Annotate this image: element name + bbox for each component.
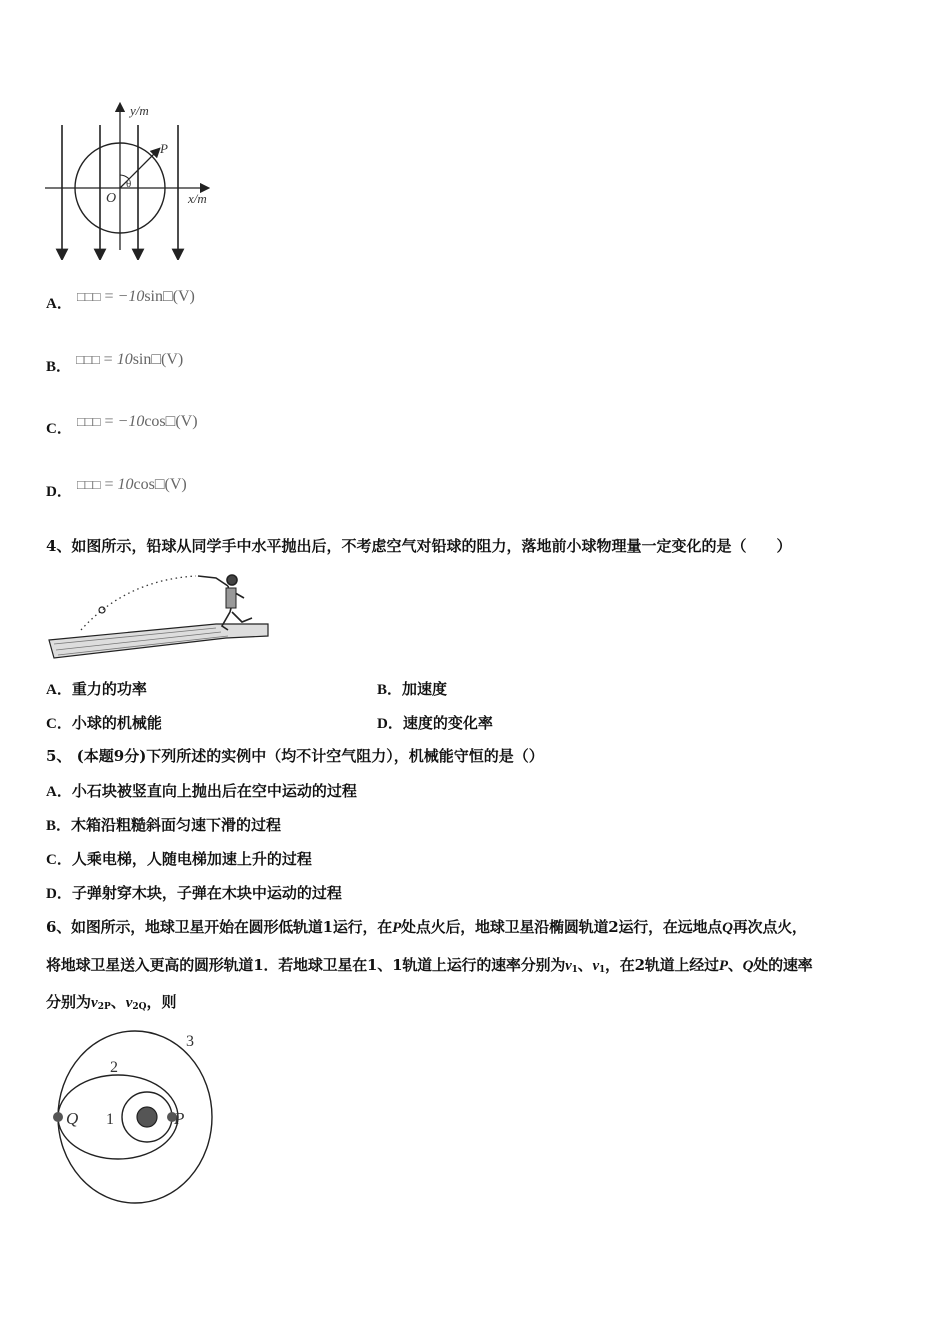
- q3-option-b: B． □□□ = 10sin□(V): [46, 351, 184, 375]
- figure-orbits: [46, 1028, 236, 1208]
- shot-ball: [99, 607, 105, 613]
- point-label: P: [160, 141, 168, 156]
- q6-line-3: 分别为$v_{2P}$、$v_{2Q}$，则: [46, 993, 177, 1012]
- q4-option-c: C．小球的机械能: [46, 714, 162, 732]
- point-q-dot: [53, 1112, 63, 1122]
- q5-stem: 5、 (本题9分)下列所述的实例中（均不计空气阻力），机械能守恒的是（）: [46, 747, 544, 765]
- q4-stem: 4、如图所示，铅球从同学手中水平抛出后，不考虑空气对铅球的阻力，落地前小球物理量一定变化的是（ ）: [46, 537, 792, 555]
- q3-option-d: D． □□□ = 10cos□(V): [46, 476, 187, 500]
- trajectory: [81, 576, 196, 630]
- thrower: [198, 575, 252, 630]
- orbit-1-label: 1: [106, 1111, 114, 1128]
- q5-option-b: B．木箱沿粗糙斜面匀速下滑的过程: [46, 816, 282, 834]
- q6-line-1: 6、如图所示，地球卫星开始在圆形低轨道1运行，在P处点火后，地球卫星沿椭圆轨道2运行，在远地点Q再次点火，: [46, 918, 807, 936]
- figure-field-circle: [40, 95, 220, 260]
- q-label: Q: [66, 1109, 79, 1128]
- y-axis-label: y/m: [130, 103, 149, 118]
- q5-option-c: C．人乘电梯，人随电梯加速上升的过程: [46, 850, 312, 868]
- orbit-3: [58, 1031, 212, 1203]
- q5-option-a: A．小石块被竖直向上抛出后在空中运动的过程: [46, 782, 357, 800]
- q3-option-a: A． □□□ = −10sin□(V): [46, 288, 195, 312]
- q5-option-d: D．子弹射穿木块，子弹在木块中运动的过程: [46, 884, 342, 902]
- orbit-3-label: 3: [186, 1033, 194, 1050]
- figure-shot-put: [46, 568, 271, 663]
- orbit-2-label: 2: [110, 1059, 118, 1076]
- earth: [137, 1107, 157, 1127]
- origin-label: O: [106, 191, 117, 206]
- q4-option-b: B．加速度: [377, 680, 448, 698]
- q6-line-2: 将地球卫星送入更高的圆形轨道1．若地球卫星在1、1轨道上运行的速率分别为$v_1$、$v_1$，在2轨道上经过P、Q处的速率: [46, 956, 813, 975]
- q4-option-a: A．重力的功率: [46, 680, 147, 698]
- angle-label: θ: [126, 178, 132, 190]
- x-axis-label: x/m: [188, 191, 207, 206]
- p-label: P: [174, 1109, 185, 1128]
- q4-option-d: D．速度的变化率: [377, 714, 493, 732]
- q3-option-c: C． □□□ = −10cos□(V): [46, 413, 198, 437]
